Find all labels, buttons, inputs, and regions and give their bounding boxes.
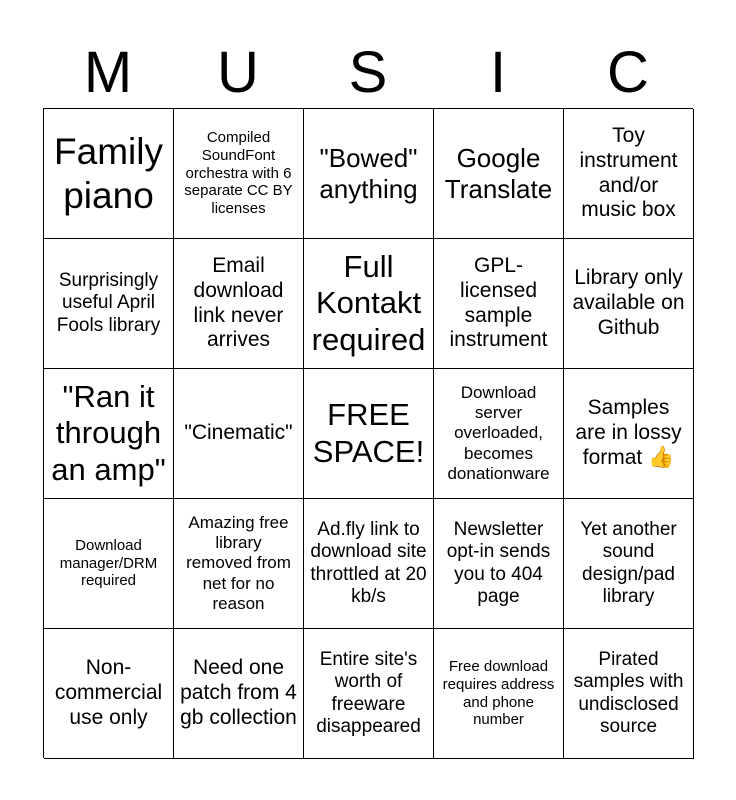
bingo-cell[interactable]: Free download requires address and phone number [434,629,564,759]
free-space-cell[interactable]: FREE SPACE! [304,369,434,499]
bingo-cell[interactable]: Non-commercial use only [44,629,174,759]
bingo-header [43,38,693,108]
bingo-cell[interactable]: Amazing free library removed from net for no reason [174,499,304,629]
bingo-cell[interactable]: Download server overloaded, becomes donationware [434,369,564,499]
bingo-cell[interactable]: Google Translate [434,109,564,239]
bingo-cell[interactable]: "Bowed" anything [304,109,434,239]
bingo-cell[interactable]: Full Kontakt required [304,239,434,369]
bingo-cell[interactable]: Need one patch from 4 gb collection [174,629,304,759]
header-letter-i: I [489,40,507,105]
bingo-cell[interactable]: Entire site's worth of freeware disappeared [304,629,434,759]
bingo-cell[interactable]: Samples are in lossy format 👍 [564,369,694,499]
bingo-cell[interactable]: Family piano [44,109,174,239]
bingo-cell[interactable]: "Cinematic" [174,369,304,499]
bingo-cell[interactable]: Compiled SoundFont orchestra with 6 separate CC BY licenses [174,109,304,239]
header-letter-u: U [217,40,259,105]
bingo-cell[interactable]: Surprisingly useful April Fools library [44,239,174,369]
bingo-cell[interactable]: Yet another sound design/pad library [564,499,694,629]
header-letter-c: C [607,40,649,105]
bingo-grid [43,108,693,758]
header-letter-s: S [348,40,388,105]
bingo-cell[interactable]: Download manager/DRM required [44,499,174,629]
bingo-cell[interactable]: Toy instrument and/or music box [564,109,694,239]
bingo-cell[interactable]: "Ran it through an amp" [44,369,174,499]
bingo-cell[interactable]: Pirated samples with undisclosed source [564,629,694,759]
bingo-cell[interactable]: Ad.fly link to download site throttled at 20 kb/s [304,499,434,629]
bingo-cell[interactable]: Newsletter opt-in sends you to 404 page [434,499,564,629]
bingo-cell[interactable]: Email download link never arrives [174,239,304,369]
header-letter-m: M [83,40,133,105]
bingo-cell[interactable]: Library only available on Github [564,239,694,369]
bingo-cell[interactable]: GPL-licensed sample instrument [434,239,564,369]
